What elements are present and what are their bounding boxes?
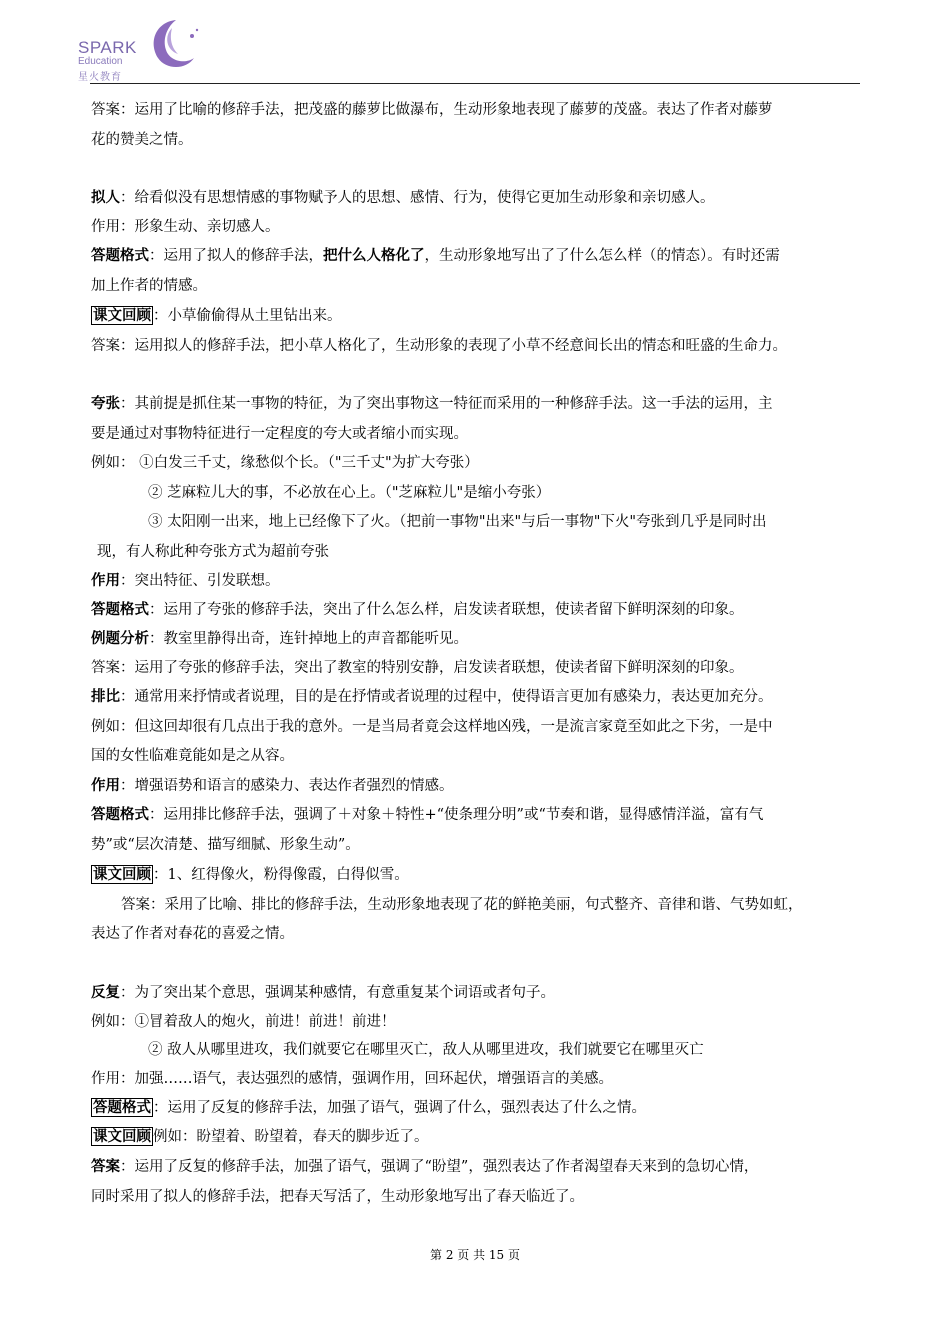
paragraph-line: 加上作者的情感。 [91,278,207,294]
paragraph-line: 例如：但这回却很有几点出于我的意外。一是当局者竟会这样地凶残，一是流言家竟至如此之下劣，一是中 [91,719,773,735]
spark-education-logo [78,14,208,83]
crescent-moon-logo-icon [136,14,202,74]
paragraph-line: 势”或“层次清楚、描写细腻、形象生动”。 [91,837,360,853]
logo-education-text: Education [78,56,123,67]
paragraph-line: 答案：运用了比喻的修辞手法，把茂盛的藤萝比做瀑布，生动形象地表现了藤萝的茂盛。表达了作者对藤萝 [91,102,773,118]
paragraph-line: 夸张：其前提是抓住某一事物的特征，为了突出事物这一特征而采用的一种修辞手法。这一手法的运用，主 [91,395,773,412]
boxed-label: 课文回顾 [93,866,151,883]
term-label: 答案 [91,1158,120,1175]
term-label: 例题分析 [91,630,149,647]
paragraph-line: 答题格式 ：运用了反复的修辞手法，加强了语气，强调了什么，强烈表达了什么之情。 [93,1099,646,1116]
term-label: 答题格式 [91,247,149,264]
paragraph-line: 答案：运用了夸张的修辞手法，突出了教室的特别安静，启发读者联想，使读者留下鲜明深刻的印象。 [91,660,744,676]
paragraph-line: 花的赞美之情。 [91,132,193,148]
paragraph-line: 作用：加强……语气，表达强烈的感情，强调作用，回环起伏，增强语言的美感。 [91,1071,613,1087]
paragraph-line: 答题格式：运用了拟人的修辞手法，把什么人格化了，生动形象地写出了了什么怎么样（的情态）。有时还需 [91,247,780,264]
term-label: 作用 [91,572,120,589]
paragraph-line: 课文回顾 ：1、红得像火，粉得像霞，白得似雪。 [93,866,409,883]
term-label: 反复 [91,984,120,1001]
paragraph-line: 答案：运用了反复的修辞手法，加强了语气，强调了“盼望”，强烈表达了作者渴望春天来到的急切心情， [91,1158,759,1175]
paragraph-line: 答题格式：运用了夸张的修辞手法，突出了什么怎么样，启发读者联想，使读者留下鲜明深刻的印象。 [91,601,744,618]
paragraph-line: 反复：为了突出某个意思，强调某种感情，有意重复某个词语或者句子。 [91,984,555,1001]
paragraph-line: 作用：增强语势和语言的感染力、表达作者强烈的情感。 [91,777,454,794]
paragraph-line: 国的女性临难竟能如是之从容。 [91,748,294,764]
page-number: 第 2 页 共 15 页 [430,1248,520,1262]
term-label: 夸张 [91,395,120,412]
paragraph-line: 答题格式：运用排比修辞手法，强调了＋对象＋特性+“使条理分明”或“节奏和谐，显得感情洋溢，富有气 [91,806,764,823]
term-label: 答题格式 [91,601,149,618]
boxed-label: 课文回顾 [93,307,151,324]
example-line: 例如：①冒着敌人的炮火，前进！前进！前进！ [91,1014,396,1030]
header-divider [90,83,860,84]
paragraph-line: 例题分析：教室里静得出奇，连针掉地上的声音都能听见。 [91,630,468,647]
paragraph-line: 课文回顾 例如：盼望着、盼望着，春天的脚步近了。 [93,1128,429,1145]
term-label: 排比 [91,688,120,705]
term-label: 拟人 [91,189,120,206]
example-line: 现，有人称此种夸张方式为超前夸张 [97,544,329,560]
paragraph-line: 要是通过对事物特征进行一定程度的夸大或者缩小而实现。 [91,426,468,442]
example-line: 例如： ①白发三千丈，缘愁似个长。（"三千丈"为扩大夸张） [91,455,479,471]
example-line: ③ 太阳刚一出来，地上已经像下了火。（把前一事物"出来"与后一事物"下火"夸张到几乎是同时出 [148,514,767,530]
paragraph-line: 拟人：给看似没有思想情感的事物赋予人的思想、感情、行为，使得它更加生动形象和亲切感人。 [91,189,715,206]
boxed-label: 答题格式 [93,1099,151,1116]
paragraph-line: 作用：形象生动、亲切感人。 [91,219,280,235]
paragraph-line: 课文回顾 ：小草偷偷得从土里钻出来。 [93,307,342,324]
term-label: 答题格式 [91,806,149,823]
example-line: ② 敌人从哪里进攻，我们就要它在哪里灭亡，敌人从哪里进攻，我们就要它在哪里灭亡 [148,1042,704,1058]
logo-spark-text: SPARK [78,38,137,57]
logo-chinese-text: 星火教育 [78,72,122,83]
boxed-label: 课文回顾 [93,1128,151,1145]
paragraph-line: 排比：通常用来抒情或者说理，目的是在抒情或者说理的过程中，使得语言更加有感染力，表达更加充分。 [91,688,773,705]
paragraph-line: 表达了作者对春花的喜爱之情。 [91,926,294,942]
paragraph-line: 作用：突出特征、引发联想。 [91,572,280,589]
example-line: ② 芝麻粒儿大的事，不必放在心上。（"芝麻粒儿"是缩小夸张） [148,485,551,501]
paragraph-line: 答案：采用了比喻、排比的修辞手法，生动形象地表现了花的鲜艳美丽，句式整齐、音律和谐、气势如虹， [121,897,803,913]
term-label: 作用 [91,777,120,794]
paragraph-line: 同时采用了拟人的修辞手法，把春天写活了，生动形象地写出了春天临近了。 [91,1189,584,1205]
paragraph-line: 答案：运用拟人的修辞手法，把小草人格化了，生动形象的表现了小草不经意间长出的情态和旺盛的生命力。 [91,338,787,354]
